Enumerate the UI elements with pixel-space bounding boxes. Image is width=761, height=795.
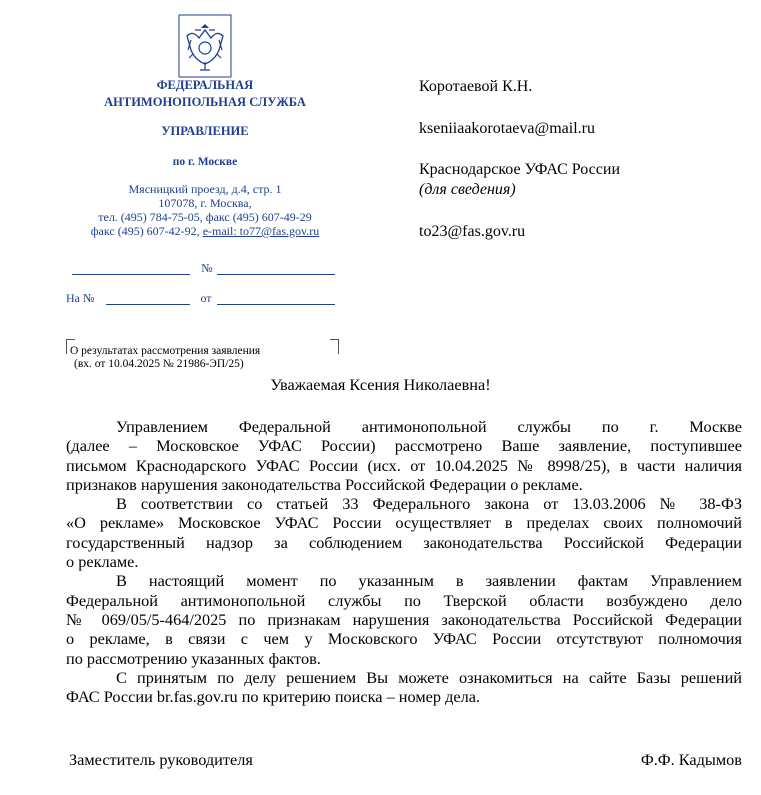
paragraph-4 bbox=[66, 668, 742, 707]
signatory-name: Ф.Ф. Кадымов bbox=[640, 750, 742, 769]
fax-text: факс (495) 607-42-92, bbox=[90, 224, 203, 238]
copy-note: (для сведения) bbox=[419, 181, 516, 198]
outgoing-number-line bbox=[217, 274, 335, 275]
paragraph-1 bbox=[66, 417, 742, 494]
paragraph-line: письмом Краснодарского УФАС России (исх. от 10.04.2025 № 8998/25), в части наличия bbox=[66, 455, 742, 475]
org-name-line2: АНТИМОНОПОЛЬНАЯ СЛУЖБА bbox=[104, 95, 306, 109]
outgoing-date-line bbox=[72, 274, 190, 275]
subject-bracket-right bbox=[330, 339, 339, 354]
phone-line: тел. (495) 784-75-05, факс (495) 607-49-29 bbox=[98, 210, 312, 224]
paragraph-line: признаков нарушения законодательства Российской Федерации о рекламе. bbox=[66, 474, 583, 494]
paragraph-line: (далее – Московское УФАС России) рассмотрено Ваше заявление, поступившее bbox=[66, 436, 742, 456]
from-label: от bbox=[200, 291, 212, 305]
copy-recipient-email[interactable]: to23@fas.gov.ru bbox=[419, 223, 526, 240]
paragraph-line: В соответствии со статьей 33 Федерального закона от 13.03.2006 № 38-ФЗ bbox=[116, 494, 742, 514]
paragraph-line: «О рекламе» Московское УФАС России осуществляет в пределах своих полномочий bbox=[66, 513, 742, 533]
salutation: Уважаемая Ксения Николаевна! bbox=[270, 375, 491, 394]
subject-line1: О результатах рассмотрения заявления bbox=[70, 345, 261, 357]
subject-line2: (вх. от 10.04.2025 № 21986-ЭП/25) bbox=[74, 358, 244, 370]
recipient-name: Коротаевой К.Н. bbox=[419, 78, 533, 95]
fax-email-line bbox=[60, 224, 350, 238]
reply-date-line bbox=[217, 304, 335, 305]
paragraph-line: государственный надзор за соблюдением законодательства Российской Федерации bbox=[66, 532, 742, 552]
paragraph-line: № 069/05/5-464/2025 по признакам нарушения законодательства Российской Федерации bbox=[66, 609, 742, 629]
recipient-email[interactable]: kseniiaakorotaeva@mail.ru bbox=[419, 120, 595, 137]
address-line2: 107078, г. Москва, bbox=[158, 196, 252, 210]
paragraph-line: Управлением Федеральной антимонопольной службы по г. Москве bbox=[116, 417, 742, 436]
paragraph-line: по рассмотрению указанных фактов. bbox=[66, 648, 321, 668]
coat-of-arms-emblem bbox=[178, 14, 232, 78]
paragraph-line: С принятым по делу решением Вы можете ознакомиться на сайте Базы решений bbox=[116, 667, 742, 687]
paragraph-2 bbox=[66, 494, 742, 571]
reply-label: На № bbox=[66, 291, 95, 305]
address-line1: Мясницкий проезд, д.4, стр. 1 bbox=[128, 182, 282, 196]
reply-number-line bbox=[106, 304, 190, 305]
signatory-position: Заместитель руководителя bbox=[69, 750, 253, 769]
paragraph-line: ФАС России br.fas.gov.ru по критерию поиска – номер дела. bbox=[66, 687, 481, 707]
org-name-line1: ФЕДЕРАЛЬНАЯ bbox=[156, 78, 254, 92]
department-city: по г. Москве bbox=[172, 156, 238, 168]
number-sign: № bbox=[201, 261, 213, 275]
paragraph-3 bbox=[66, 571, 742, 667]
paragraph-line: Федеральной антимонопольной службы по Тверской области возбуждено дело bbox=[66, 590, 742, 610]
department-name: УПРАВЛЕНИЕ bbox=[161, 124, 249, 138]
letterhead bbox=[60, 10, 350, 360]
paragraph-line: о рекламе. bbox=[66, 552, 139, 572]
paragraph-line: о рекламе, в связи с чем у Московского УФАС России отсутствуют полномочия bbox=[66, 629, 742, 649]
letter-body bbox=[66, 417, 742, 706]
paragraph-line: В настоящий момент по указанным в заявлении фактам Управлением bbox=[116, 571, 742, 591]
copy-recipient-org: Краснодарское УФАС России bbox=[419, 161, 621, 178]
email-link[interactable]: e-mail: to77@fas.gov.ru bbox=[202, 224, 320, 238]
